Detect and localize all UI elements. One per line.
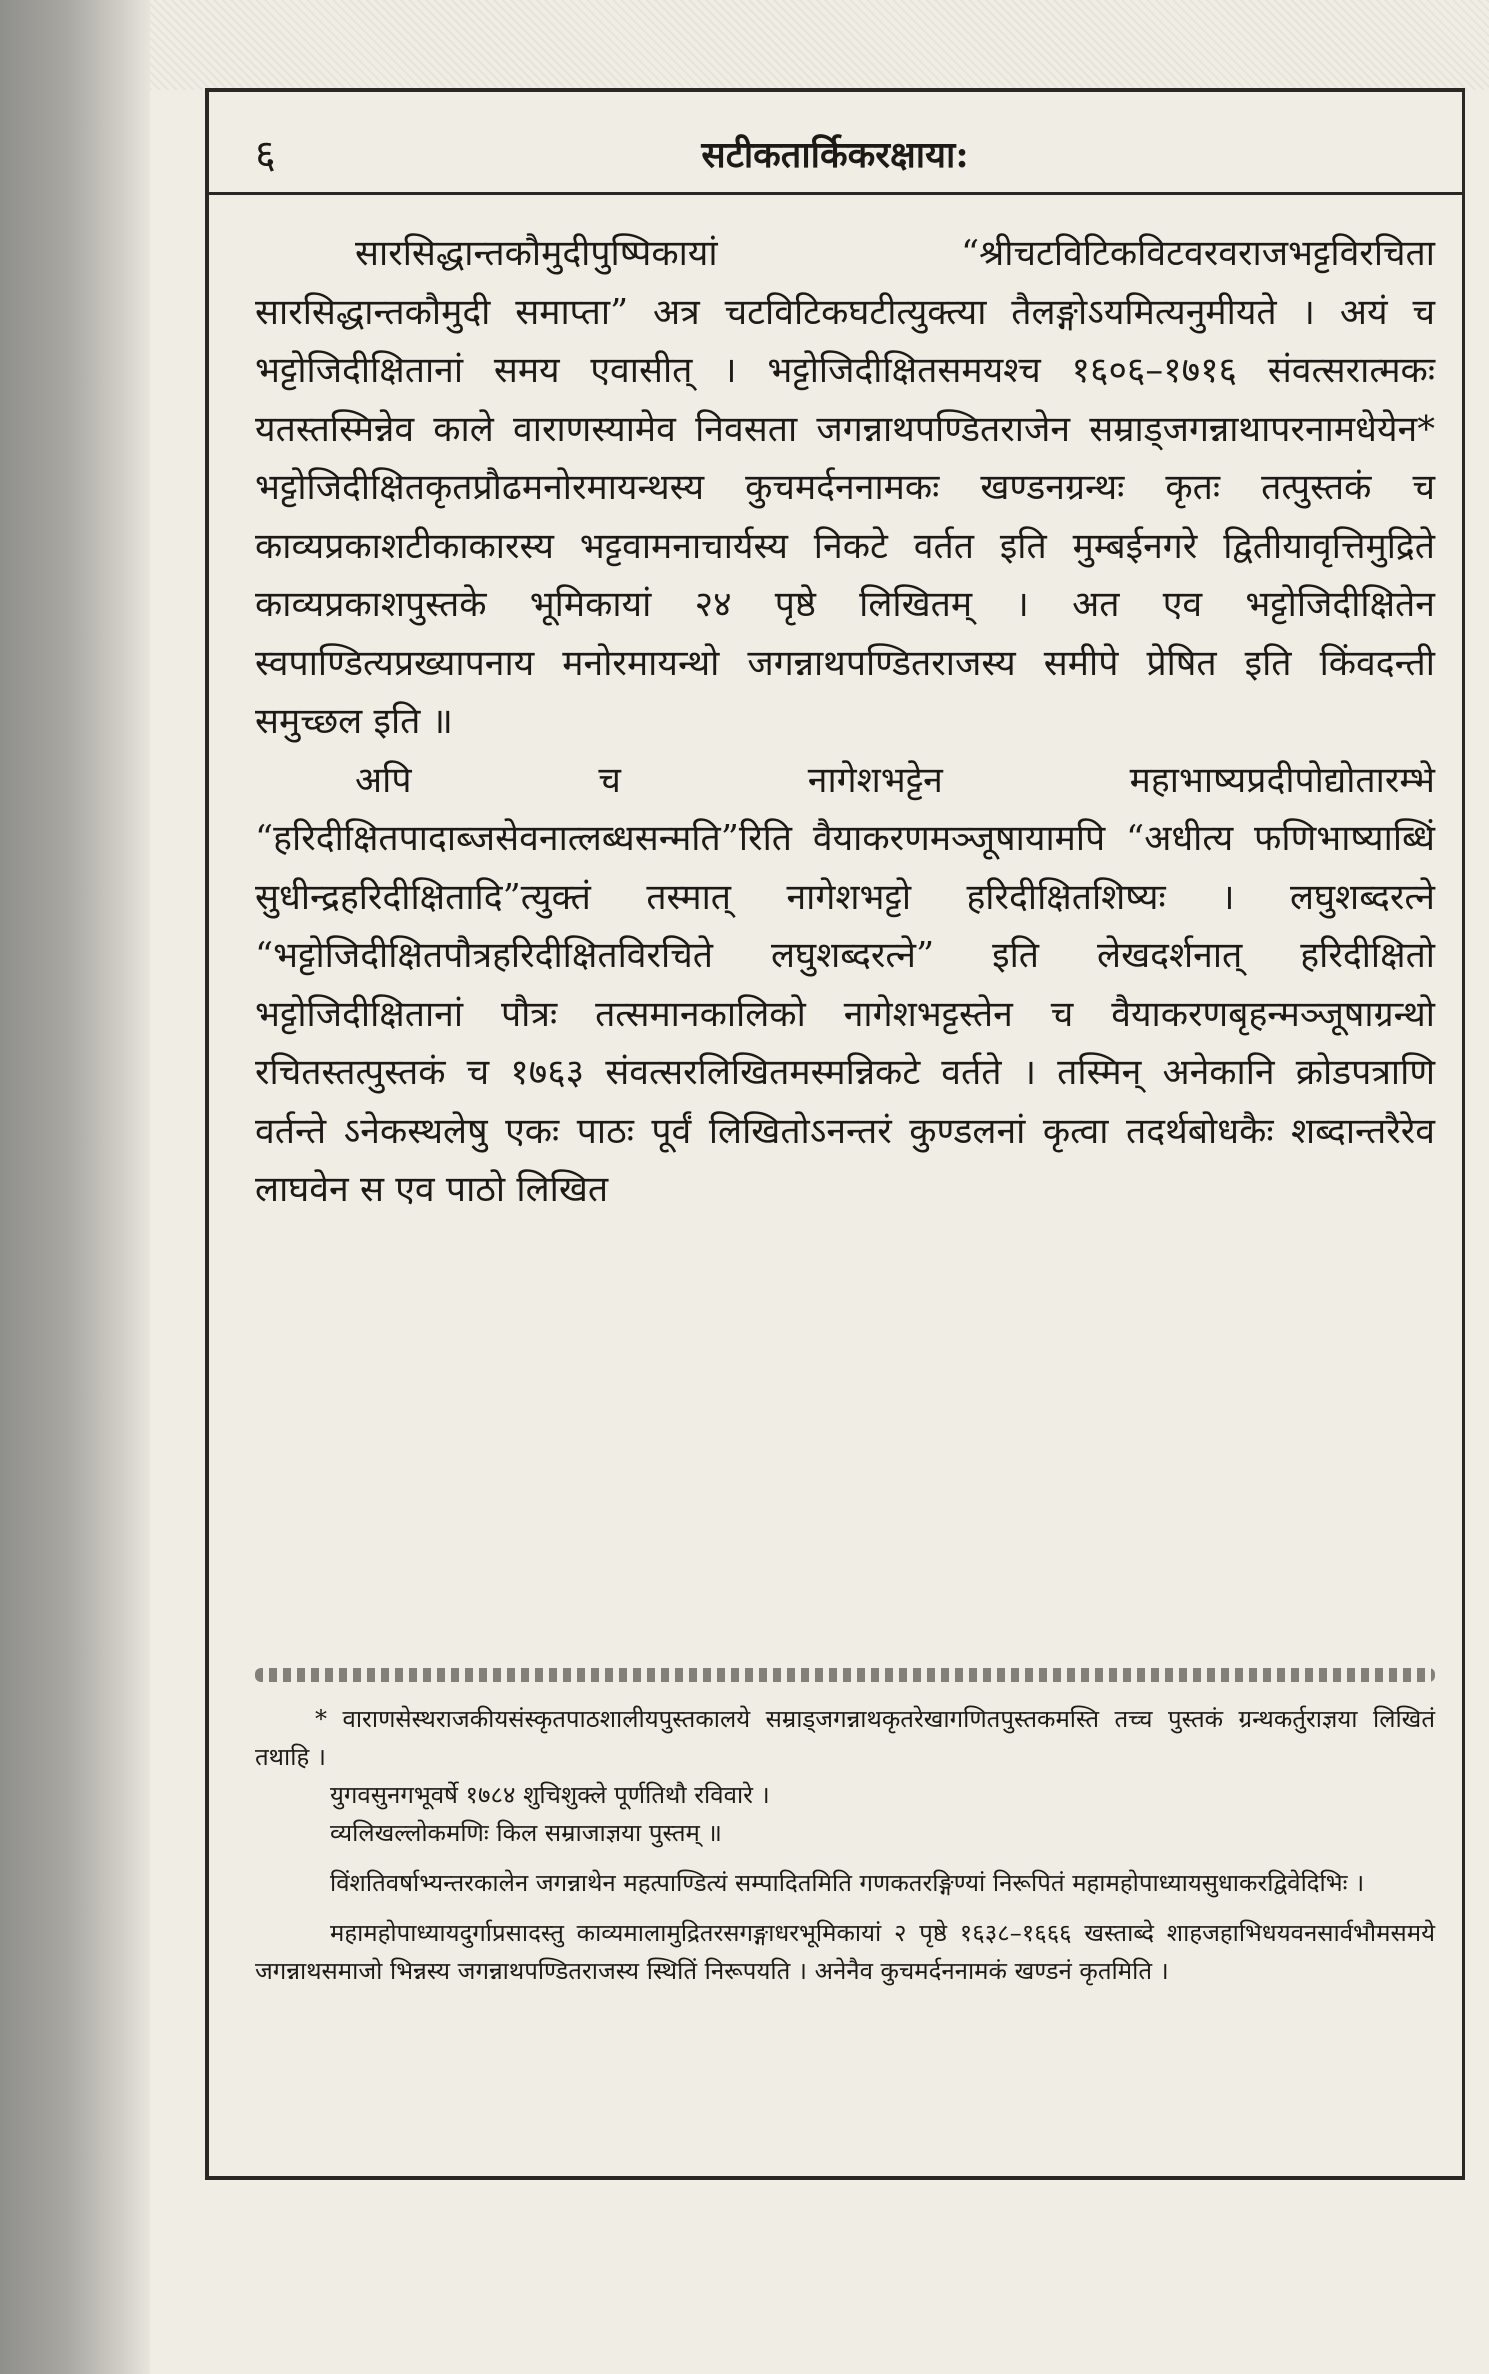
paragraph: अपि च नागेशभट्टेन महाभाष्यप्रदीपोद्योतारम्भे “हरिदीक्षितपादाब्जसेवनात्लब्धसन्मति”रिति वैयाकरणमञ्जूषायामपि “अधीत्य फणिभाष्याब्धिं सुधीन्द्रहरिदीक्षितादि”त्युक्तं तस्मात् नागेशभट्टो हरिदीक्षितशिष्यः । लघुशब्दरत्ने “भट्टोजिदीक्षितपौत्रहरिदीक्षितविरचिते लघुशब्दरत्ने” इति लेखदर्शनात् हरिदीक्षितो भट्टोजिदीक्षितानां पौत्रः तत्समानकालिको नागेशभट्टस्तेन च वैयाकरणबृहन्मञ्जूषाग्रन्थो रचितस्तत्पुस्तकं च १७६३ संवत्सरलिखितमस्मन्निकटे वर्तते । तस्मिन् अनेकानि क्रोडपत्राणि वर्तन्ते ऽनेकस्थलेषु एकः पाठः पूर्वं लिखितोऽनन्तरं कुण्डलनां कृत्वा तदर्थबोधकैः शब्दान्तरैरेव लाघवेन स एव पाठो लिखित xyxy=(255,759,1435,1210)
paper-texture xyxy=(150,0,1489,90)
footnote: * वाराणसेस्थराजकीयसंस्कृतपाठशालीयपुस्तकालये सम्राड्जगन्नाथकृतरेखागणितपुस्तकमस्ति तच्च पुस्तकं ग्रन्थकर्तुराज्ञया लिखितं तथाहि । xyxy=(255,1705,1435,1771)
paragraph: सारसिद्धान्तकौमुदीपुष्पिकायां “श्रीचटविटिकविटवरवराजभट्टविरचिता सारसिद्धान्तकौमुदी समाप्ता” अत्र चटविटिकघटीत्युक्त्या तैलङ्गोऽयमित्यनुमीयते । अयं च भट्टोजिदीक्षितानां समय एवासीत् । भट्टोजिदीक्षितसमयश्च १६०६–१७१६ संवत्सरात्मकः यतस्तस्मिन्नेव काले वाराणस्यामेव निवसता जगन्नाथपण्डितराजेन सम्राड्जगन्नाथापरनामधेयेन* भट्टोजिदीक्षितकृतप्रौढमनोरमायन्थस्य कुचमर्दननामकः खण्डनग्रन्थः कृतः तत्पुस्तकं च काव्यप्रकाशटीकाकारस्य भट्टवामनाचार्यस्य निकटे वर्तत इति मुम्बईनगरे द्वितीयावृत्तिमुद्रिते काव्यप्रकाशपुस्तके भूमिकायां २४ पृष्ठे लिखितम् । अत एव भट्टोजिदीक्षितेन स्वपाण्डित्यप्रख्यापनाय मनोरमायन्थो जगन्नाथपण्डितराजस्य समीपे प्रेषित इति किंवदन्ती समुच्छल इति ॥ xyxy=(255,233,1435,742)
page-number: ६ xyxy=(255,132,276,178)
page-header xyxy=(205,115,1465,195)
footnotes xyxy=(255,1700,1435,1990)
running-title: सटीकतार्किकरक्षाया: xyxy=(701,134,969,176)
footnote: विंशतिवर्षाभ्यन्तरकालेन जगन्नाथेन महत्पाण्डित्यं सम्पादितमिति गणकतरङ्गिण्यां निरूपितं महामहोपाध्यायसुधाकरद्विवेदिभिः । xyxy=(330,1869,1365,1897)
footnote-separator xyxy=(255,1668,1435,1682)
footnote: महामहोपाध्यायदुर्गाप्रसादस्तु काव्यमालामुद्रितरसगङ्गाधरभूमिकायां २ पृष्ठे १६३८–१६६६ खस्ताब्दे शाहजहाभिधयवनसार्वभौमसमये जगन्नाथसमाजो भिन्नस्य जगन्नाथपण्डितराजस्य स्थितिं निरूपयति । अनेनैव कुचमर्दननामकं खण्डनं कृतमिति । xyxy=(255,1919,1435,1985)
footnote-verse: व्यलिखल्लोकमणिः किल सम्राजाज्ञया पुस्तम् ॥ xyxy=(330,1819,722,1847)
main-text xyxy=(255,225,1435,1220)
footnote-verse: युगवसुनगभूवर्षे १७८४ शुचिशुक्ले पूर्णतिथौ रविवारे । xyxy=(330,1781,770,1809)
book-binding-shadow xyxy=(0,0,150,2374)
